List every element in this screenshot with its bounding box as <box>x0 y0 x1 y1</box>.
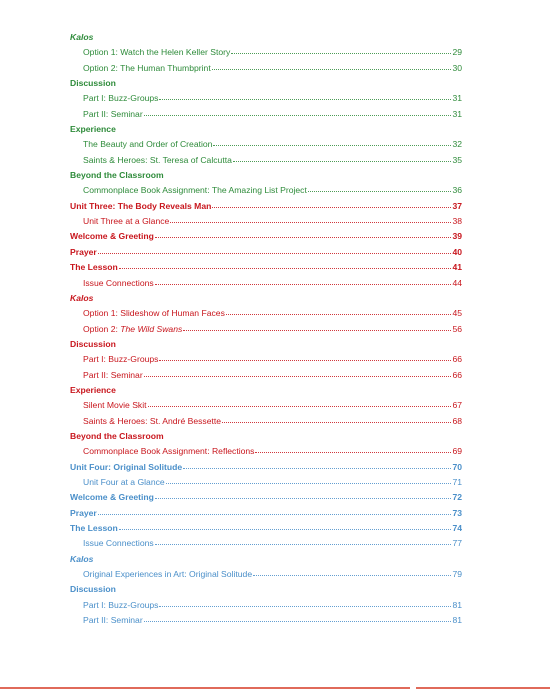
toc-entry[interactable] <box>70 352 462 367</box>
toc-entry-label-text: Prayer <box>70 246 97 257</box>
toc-page-number: 31 <box>452 108 462 119</box>
dot-leader <box>159 359 451 361</box>
toc-page-number: 70 <box>452 461 462 472</box>
toc-entry-label-text: Kalos <box>70 292 94 303</box>
dot-leader <box>144 620 452 622</box>
dot-leader <box>159 98 451 100</box>
toc-entry-label-text: Welcome & Greeting <box>70 492 154 503</box>
toc-entry[interactable] <box>70 598 462 613</box>
toc-entry-label <box>70 521 118 536</box>
toc-entry-label-text: Beyond the Classroom <box>70 170 164 181</box>
toc-heading[interactable] <box>70 199 462 214</box>
toc-entry-label-text: The Lesson <box>70 523 118 533</box>
dot-leader <box>231 52 451 54</box>
toc-entry-label-text: Issue Connections <box>83 538 154 549</box>
dot-leader <box>155 283 452 285</box>
toc-page-number: 45 <box>452 308 462 319</box>
toc-entry-label-text: Commonplace Book Assignment: Reflections <box>83 446 255 457</box>
toc-section-title[interactable] <box>70 429 462 444</box>
toc-entry-label-text: Part II: Seminar <box>83 615 143 626</box>
toc-page-number: 77 <box>452 538 462 549</box>
toc-entry[interactable] <box>70 444 462 459</box>
toc-page-number: 66 <box>452 369 462 380</box>
toc-entry-label <box>70 429 164 444</box>
toc-page-number: 29 <box>452 47 462 58</box>
toc-page-number: 38 <box>452 216 462 227</box>
toc-entry-label <box>83 153 232 168</box>
toc-page-number: 68 <box>452 415 462 426</box>
table-of-contents <box>70 30 462 628</box>
toc-entry-label-text: Issue Connections <box>83 277 154 288</box>
toc-entry-label-text: Option 1: Slideshow of Human Faces <box>83 308 225 319</box>
toc-entry[interactable] <box>70 91 462 106</box>
toc-entry-label <box>70 168 164 183</box>
toc-entry-label <box>70 552 93 567</box>
toc-entry-label-text: Part I: Buzz-Groups <box>83 599 159 610</box>
toc-entry-label <box>70 337 116 352</box>
toc-entry-label-text: Kalos <box>70 32 94 42</box>
toc-entry-label <box>83 567 252 582</box>
toc-entry-label <box>83 352 158 367</box>
toc-entry-label-text: Unit Four at a Glance <box>83 476 165 487</box>
toc-page-number: 74 <box>452 523 462 533</box>
toc-entry-label <box>83 613 143 628</box>
toc-entry[interactable] <box>70 137 462 152</box>
toc-section-title[interactable] <box>70 76 462 91</box>
dot-leader <box>226 313 452 315</box>
toc-entry-label <box>83 536 154 551</box>
toc-entry[interactable] <box>70 107 462 122</box>
toc-entry-label <box>83 45 230 60</box>
dot-leader <box>253 574 451 576</box>
toc-page-number: 39 <box>452 231 462 242</box>
toc-section-title[interactable] <box>70 582 462 597</box>
toc-entry-label <box>70 383 116 398</box>
dot-leader <box>212 206 451 208</box>
toc-entry-label-text: Unit Three: The Body Reveals Man <box>70 200 212 211</box>
toc-entry-label <box>70 260 118 275</box>
toc-entry-label-text: Commonplace Book Assignment: The Amazing List Project <box>83 185 307 196</box>
toc-page-number: 67 <box>452 400 462 411</box>
toc-entry-label-text: Experience <box>70 384 116 395</box>
toc-entry-label <box>70 30 93 45</box>
toc-entry[interactable] <box>70 613 462 628</box>
toc-heading[interactable] <box>70 506 462 521</box>
toc-entry-label-text: The Lesson <box>70 262 118 273</box>
dot-leader <box>166 482 452 484</box>
toc-heading[interactable] <box>70 229 462 244</box>
toc-entry-label <box>70 245 97 260</box>
toc-page-number: 81 <box>452 615 462 626</box>
toc-entry-label-text: Silent Movie Skit <box>83 400 147 411</box>
toc-entry-label <box>83 368 143 383</box>
toc-entry[interactable] <box>70 45 462 60</box>
toc-page-number: 37 <box>452 200 462 211</box>
toc-entry-label-text: Kalos <box>70 553 94 564</box>
toc-section-title[interactable] <box>70 337 462 352</box>
toc-entry[interactable] <box>70 475 462 490</box>
toc-page-number: 73 <box>452 507 462 518</box>
dot-leader <box>222 421 451 423</box>
toc-page-number: 32 <box>452 139 462 150</box>
toc-entry-label-text: The Beauty and Order of Creation <box>83 139 213 150</box>
toc-entry-label <box>83 107 143 122</box>
toc-entry[interactable] <box>70 214 462 229</box>
dot-leader <box>155 236 452 238</box>
toc-page-number: 81 <box>452 599 462 610</box>
toc-section-title[interactable] <box>70 122 462 137</box>
dot-leader <box>155 543 452 545</box>
toc-entry[interactable] <box>70 414 462 429</box>
toc-page-number: 36 <box>452 185 462 196</box>
toc-entry-label-text: Option 1: Watch the Helen Keller Story <box>83 47 231 58</box>
dot-leader <box>183 467 451 469</box>
toc-page-number: 44 <box>452 277 462 288</box>
toc-entry-label-text: Discussion <box>70 584 116 595</box>
dot-leader <box>119 267 452 269</box>
toc-entry-label <box>83 598 158 613</box>
toc-entry-label-text: Saints & Heroes: St. André Bessette <box>83 415 222 426</box>
toc-entry[interactable] <box>70 398 462 413</box>
toc-entry[interactable] <box>70 306 462 321</box>
toc-entry-label <box>83 322 182 337</box>
toc-page-number: 79 <box>452 569 462 580</box>
toc-entry[interactable] <box>70 153 462 168</box>
toc-entry-label <box>70 76 116 91</box>
toc-page-number: 31 <box>452 93 462 104</box>
toc-page-number: 30 <box>452 62 462 73</box>
toc-page-number: 71 <box>452 476 462 487</box>
toc-entry-label <box>83 414 221 429</box>
toc-entry-label-text: Option 2: The Human Thumbprint <box>83 62 211 73</box>
toc-entry[interactable] <box>70 368 462 383</box>
toc-entry-label <box>70 122 116 137</box>
dot-leader <box>213 144 451 146</box>
dot-leader <box>159 605 451 607</box>
toc-entry[interactable] <box>70 61 462 76</box>
toc-entry-label-text: Part I: Buzz-Groups <box>83 354 159 365</box>
toc-entry-label-text: Experience <box>70 124 116 135</box>
toc-entry-label-text: Discussion <box>70 338 116 349</box>
toc-entry-label <box>70 582 116 597</box>
toc-entry[interactable] <box>70 183 462 198</box>
toc-entry-label-text: Welcome & Greeting <box>70 231 154 242</box>
toc-entry-label <box>70 460 182 475</box>
toc-entry-label-text: Part II: Seminar <box>83 369 143 380</box>
toc-heading[interactable] <box>70 460 462 475</box>
dot-leader <box>119 528 452 530</box>
toc-entry-label-text: Beyond the Classroom <box>70 430 164 441</box>
toc-heading[interactable] <box>70 490 462 505</box>
toc-entry-label <box>83 444 254 459</box>
toc-entry-label-text: Option 2: <box>83 323 121 334</box>
toc-entry-label <box>70 291 93 306</box>
toc-entry-label-text: Prayer <box>70 507 97 518</box>
toc-entry-label <box>83 183 307 198</box>
toc-section-title[interactable] <box>70 168 462 183</box>
dot-leader <box>183 329 451 331</box>
toc-heading[interactable] <box>70 521 462 536</box>
toc-entry-label <box>83 276 154 291</box>
toc-section-title[interactable] <box>70 383 462 398</box>
toc-entry[interactable] <box>70 567 462 582</box>
toc-entry-label <box>70 199 211 214</box>
toc-entry-label <box>83 214 169 229</box>
toc-heading[interactable] <box>70 245 462 260</box>
toc-entry[interactable] <box>70 276 462 291</box>
toc-page-number: 56 <box>452 323 462 334</box>
dot-leader <box>144 375 452 377</box>
toc-entry-label <box>70 506 97 521</box>
dot-leader <box>255 451 451 453</box>
toc-entry-label-italic: The Wild Swans <box>120 323 183 334</box>
dot-leader <box>98 513 452 515</box>
toc-entry[interactable] <box>70 536 462 551</box>
toc-entry-label-text: Saints & Heroes: St. Teresa of Calcutta <box>83 154 232 165</box>
toc-page-number: 40 <box>452 246 462 257</box>
toc-entry-label <box>70 229 154 244</box>
toc-entry-label-text: Unit Three at a Glance <box>83 216 170 227</box>
toc-page-number: 35 <box>452 154 462 165</box>
dot-leader <box>98 252 452 254</box>
toc-entry-label-text: Original Experiences in Art: Original Solitude <box>83 569 253 580</box>
toc-entry-label <box>83 398 147 413</box>
dot-leader <box>308 190 452 192</box>
toc-entry[interactable] <box>70 322 462 337</box>
toc-entry-label-text: Part II: Seminar <box>83 108 143 119</box>
toc-entry-label <box>83 91 158 106</box>
toc-section-title[interactable] <box>70 30 462 45</box>
toc-entry-label-text: Part I: Buzz-Groups <box>83 93 159 104</box>
toc-entry-label <box>70 490 154 505</box>
dot-leader <box>148 405 452 407</box>
toc-entry-label-text: Discussion <box>70 78 116 89</box>
toc-section-title[interactable] <box>70 552 462 567</box>
toc-heading[interactable] <box>70 260 462 275</box>
dot-leader <box>155 497 452 499</box>
toc-page-number: 41 <box>452 262 462 273</box>
toc-entry-label <box>83 61 211 76</box>
toc-page-number: 69 <box>452 446 462 457</box>
toc-section-title[interactable] <box>70 291 462 306</box>
toc-entry-label <box>83 475 165 490</box>
dot-leader <box>144 114 452 116</box>
dot-leader <box>233 160 452 162</box>
toc-entry-label <box>83 137 212 152</box>
dot-leader <box>170 221 451 223</box>
toc-entry-label-text: Unit Four: Original Solitude <box>70 461 183 472</box>
toc-page-number: 72 <box>452 492 462 503</box>
toc-entry-label <box>83 306 225 321</box>
dot-leader <box>212 68 452 70</box>
toc-page-number: 66 <box>452 354 462 365</box>
